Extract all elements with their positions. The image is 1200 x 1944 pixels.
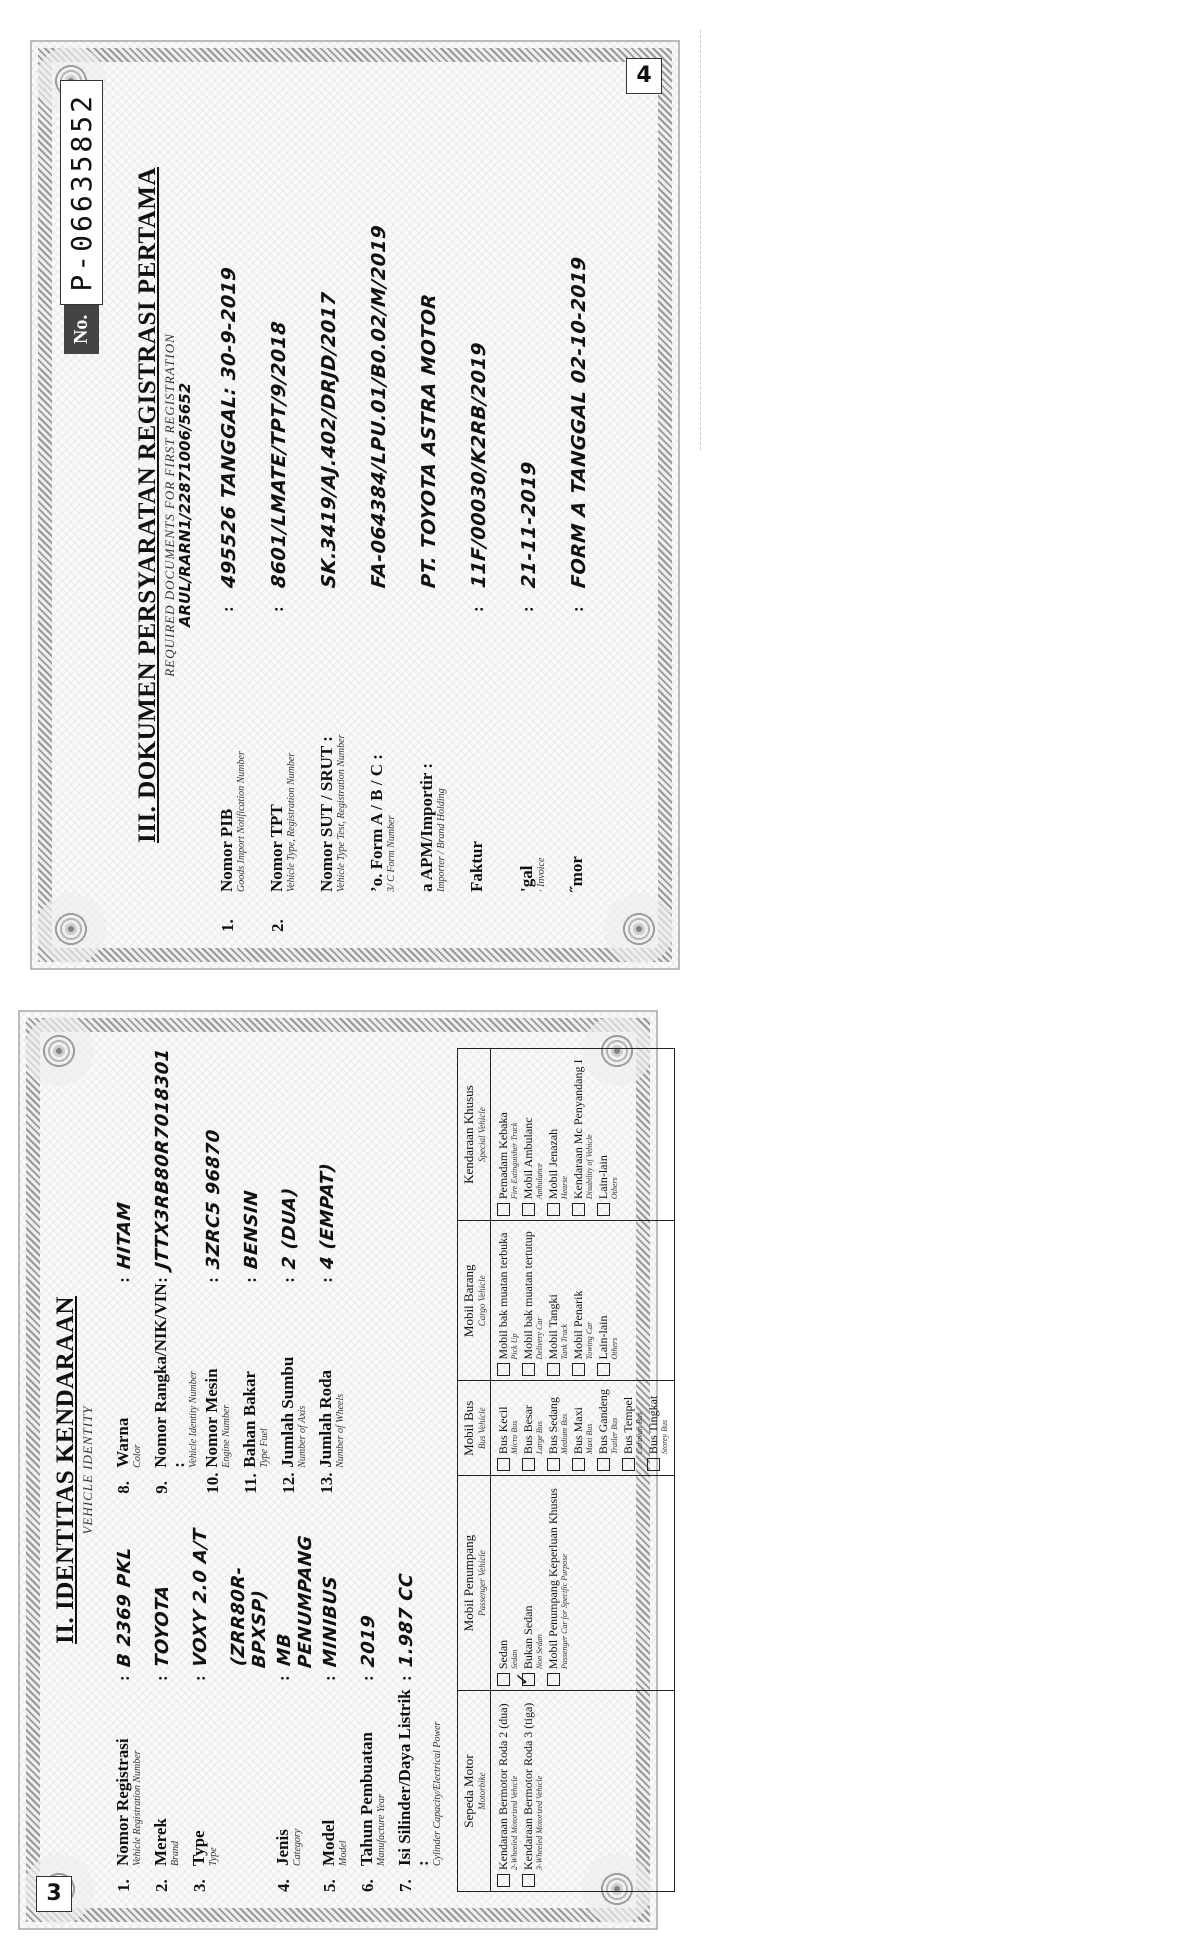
type-option [496, 1053, 519, 1216]
type-column-header [458, 1381, 491, 1476]
document-label: a APM/Importir : [417, 762, 436, 892]
type-option [571, 1225, 594, 1376]
checkbox[interactable] [647, 1458, 660, 1471]
field-label-english: Category [292, 1828, 303, 1866]
field-colon: : [317, 1277, 336, 1283]
checkbox[interactable] [547, 1673, 560, 1686]
document-row [468, 78, 510, 932]
checkbox[interactable] [522, 1203, 535, 1216]
type-option-label: Bus Maxi [571, 1407, 585, 1455]
type-option-label: Kendaraan Mc Penyandang I [571, 1059, 585, 1200]
document-row [568, 78, 610, 932]
field-label-english: Color [132, 1444, 143, 1468]
scan-artifact [700, 30, 701, 450]
type-column-title: Kendaraan Khusus [461, 1085, 476, 1184]
document-rows [218, 78, 610, 932]
field-value-handwritten: TOYOTA [152, 1584, 173, 1669]
type-option-text [546, 1488, 569, 1669]
checkbox[interactable] [547, 1203, 560, 1216]
type-option-english: Medium Bus [560, 1413, 569, 1455]
field-value-handwritten: MB PENUMPANG [274, 1534, 316, 1670]
checkbox[interactable] [497, 1874, 510, 1887]
type-option [521, 1695, 544, 1887]
document-colon: : [518, 606, 537, 612]
type-option-text [496, 1112, 519, 1199]
field-label: Nomor Rangka/NIK/VIN : [151, 1283, 188, 1468]
type-option-text [521, 1117, 544, 1199]
type-option-english: Storey Bus [660, 1419, 669, 1455]
field-number: 5. [320, 1879, 339, 1892]
field-value-handwritten: MINIBUS [320, 1574, 341, 1669]
field-value-handwritten: 2 (DUA) [279, 1186, 300, 1270]
type-option-english: Others [610, 1337, 619, 1360]
checkbox[interactable] [522, 1364, 535, 1377]
field-value-handwritten: 3ZRC5 96870 [203, 1128, 224, 1270]
type-option-english: Ambulance [535, 1163, 544, 1200]
document-value-handwritten: SK.3419/AJ.402/DRJD/2017 [318, 290, 340, 590]
identity-field-row [114, 1048, 148, 1494]
field-label-group [320, 1681, 349, 1866]
type-column-options [491, 1049, 675, 1221]
type-option-english: Tank Truck [560, 1324, 569, 1360]
type-column-title-english: Cargo Vehicle [477, 1275, 487, 1327]
field-label-english: Manufacture Year [376, 1794, 387, 1866]
field-label: Nomor Mesin [202, 1368, 221, 1468]
type-option-label: Bus Gandeng [596, 1389, 610, 1455]
field-label-group [396, 1681, 443, 1866]
field-value-handwritten: (ZRR80R-BPXSP) [228, 1565, 270, 1670]
identity-field-row [358, 1514, 392, 1892]
type-option [596, 1053, 619, 1216]
checkbox[interactable] [622, 1458, 635, 1471]
document-label-group [468, 612, 486, 892]
field-colon: : [279, 1277, 298, 1283]
identity-field-row [320, 1514, 354, 1892]
document-colon: : [468, 606, 487, 612]
document-label-english: Goods Import Notification Number [236, 751, 247, 892]
type-option-text [546, 1397, 569, 1454]
field-colon: : [358, 1675, 377, 1681]
document-label: Nomor PIB [217, 808, 236, 892]
field-value-handwritten: B 2369 PKL [114, 1545, 135, 1669]
type-option [496, 1695, 519, 1887]
type-column-title-english: Passenger Vehicle [477, 1550, 487, 1616]
document-value-handwritten: FORM A TANGGAL 02-10-2019 [568, 255, 590, 590]
document-label-group [318, 612, 347, 892]
document-label-group [368, 612, 397, 892]
document-row [268, 78, 310, 932]
type-option-text [646, 1396, 669, 1454]
field-label-english: Type Fuel [259, 1428, 270, 1468]
field-label-group [274, 1681, 303, 1866]
type-option [646, 1386, 669, 1472]
field-colon: : [190, 1675, 209, 1681]
type-option-label: Mobil Tangki [546, 1294, 560, 1360]
field-label-group [152, 1681, 181, 1866]
field-label: Jumlah Roda [316, 1369, 335, 1468]
field-label-english: Vehicle Registration Number [132, 1750, 143, 1866]
field-number: 8. [114, 1480, 133, 1494]
type-option-english: Non Sedan [535, 1634, 544, 1670]
type-option [546, 1386, 569, 1472]
type-option-text [521, 1405, 544, 1454]
document-label-english: Vehicle Type, Registration Number [286, 752, 297, 892]
field-number: 6. [358, 1879, 377, 1892]
type-column-title: Mobil Penumpang [461, 1534, 476, 1632]
checkbox[interactable] [497, 1203, 510, 1216]
field-colon: : [274, 1675, 293, 1681]
checkbox[interactable] [572, 1203, 585, 1216]
type-option-text [521, 1703, 544, 1870]
field-value-handwritten: 4 (EMPAT) [317, 1161, 338, 1270]
type-option-label: Kendaraan Bermotor Roda 2 (dua) [496, 1703, 510, 1870]
field-number: 1. [114, 1879, 133, 1892]
type-option [521, 1225, 544, 1376]
checkbox[interactable] [547, 1458, 560, 1471]
document-label: Nomor SUT / SRUT : [317, 736, 336, 892]
field-number: 12. [279, 1472, 298, 1494]
type-option-text [546, 1129, 569, 1199]
document-label: Nomor TPT [267, 804, 286, 892]
field-label-group [317, 1283, 346, 1468]
field-colon: : [114, 1675, 133, 1681]
type-option-text [546, 1294, 569, 1359]
type-option [596, 1225, 619, 1376]
type-option-text [496, 1233, 519, 1360]
checkbox[interactable] [522, 1458, 535, 1471]
document-row [518, 78, 560, 932]
field-label: Tahun Pembuatan [357, 1731, 376, 1866]
type-column-title-english: Special Vehicle [477, 1107, 487, 1162]
type-option-label: Bukan Sedan [521, 1605, 535, 1670]
field-number: 2. [152, 1879, 171, 1892]
type-column-options [491, 1691, 675, 1892]
document-number: 1. [218, 919, 237, 932]
document-value-handwritten: 8601/LMATE/TPT/9/2018 [268, 319, 290, 590]
document-label: 'gal [517, 865, 536, 892]
identity-fields-right [110, 1048, 447, 1494]
document-label: ˝mor [567, 856, 586, 892]
type-column-title-english: Motorbike [477, 1772, 487, 1810]
document-value-handwritten: FA-064384/LPU.01/B0.02/M/2019 [368, 223, 390, 590]
type-column-options [491, 1221, 675, 1381]
type-option-label: Lain-lain [596, 1315, 610, 1360]
identity-field-row [228, 1514, 270, 1892]
type-option-english: Towing Car [585, 1321, 594, 1360]
type-option-english: Pick Up [510, 1333, 519, 1360]
type-option-english: 3-Wheeled Motorized Vehicle [535, 1775, 544, 1870]
type-column-title: Mobil Barang [461, 1264, 476, 1338]
field-label-english: Brand [170, 1841, 181, 1866]
handwritten-reference: ARUL/RARN1/22871006/5652 [176, 382, 194, 628]
field-label: Jenis [273, 1829, 292, 1866]
serial-badge: No. [64, 305, 99, 354]
field-value-handwritten: VOXY 2.0 A/T [190, 1527, 211, 1669]
type-option [621, 1386, 644, 1472]
type-option [571, 1053, 594, 1216]
field-label-english: Number of Axis [297, 1405, 308, 1468]
type-option-text [496, 1406, 519, 1454]
checkbox[interactable] [497, 1458, 510, 1471]
type-option-english: Micro Bus [510, 1420, 519, 1455]
section-subtitle: VEHICLE IDENTITY [80, 1405, 95, 1535]
field-label-english: Vehicle Identity Number [188, 1371, 199, 1468]
field-label-english: Engine Number [221, 1404, 232, 1468]
type-option-label: Lain-lain [596, 1155, 610, 1200]
type-option-label: Pemadam Kebaka [496, 1112, 510, 1200]
vehicle-identity-content [18, 1010, 669, 1930]
type-option-english: Hearse [560, 1176, 569, 1200]
type-column-title: Mobil Bus [461, 1400, 476, 1456]
type-option-label: Mobil Penarik [571, 1290, 585, 1360]
type-option-label: Kendaraan Bermotor Roda 3 (tiga) [521, 1702, 535, 1870]
type-column-title: Sepeda Motor [461, 1754, 476, 1828]
document-label-english: Importer / Brand Holding [436, 788, 447, 892]
type-option-label: Mobil Jenazah [546, 1128, 560, 1200]
field-value-handwritten: 1.987 CC [396, 1572, 417, 1669]
vehicle-identity-page [18, 1010, 669, 1930]
type-option [546, 1053, 569, 1216]
type-option-label: Sedan [496, 1639, 510, 1670]
field-label-group [114, 1681, 143, 1866]
identity-field-row [114, 1514, 148, 1892]
checkbox[interactable] [497, 1673, 510, 1686]
field-number: 7. [396, 1879, 415, 1892]
field-number: 9. [152, 1480, 171, 1494]
type-option-english: Caravan Bus [635, 1412, 644, 1455]
page-number: 4 [626, 58, 662, 94]
type-option-text [521, 1606, 544, 1670]
type-column-header [458, 1476, 491, 1691]
type-option [571, 1386, 594, 1472]
identity-field-row [152, 1048, 199, 1494]
identity-field-row [241, 1048, 275, 1494]
type-option-english: 2-Wheeled Motorized Vehicle [510, 1775, 519, 1870]
field-colon: : [203, 1277, 222, 1283]
identity-field-row [152, 1514, 186, 1892]
serial-code: P-06635852 [60, 80, 103, 305]
field-value-handwritten: BENSIN [241, 1188, 262, 1270]
checkbox[interactable] [547, 1364, 560, 1377]
field-label-english: Number of Wheels [335, 1393, 346, 1468]
type-option-text [596, 1316, 619, 1360]
document-row [218, 78, 260, 932]
section-title: III. DOKUMEN PERSYARATAN REGISTRASI PERTAMA [134, 166, 161, 844]
field-number: 10. [203, 1472, 222, 1494]
field-label-group [203, 1283, 232, 1468]
type-option-text [596, 1389, 619, 1454]
document-label-group [418, 612, 447, 892]
type-column-title-english: Bus Vehicle [477, 1407, 487, 1450]
document-label: Faktur [467, 841, 486, 892]
document-label-group [518, 612, 547, 892]
type-option-text [596, 1155, 619, 1199]
document-colon: : [268, 606, 287, 612]
required-documents-content [30, 40, 680, 970]
field-number: 11. [241, 1473, 260, 1494]
type-option [496, 1386, 519, 1472]
document-value-handwritten: 495526 TANGGAL: 30-9-2019 [218, 265, 240, 590]
type-option-english: Disability of Vehicle [585, 1134, 594, 1200]
field-label: Type [189, 1830, 208, 1866]
field-label: Model [319, 1819, 338, 1866]
document-colon: : [568, 606, 587, 612]
type-option-text [621, 1397, 644, 1454]
type-option-label: Bus Kecil [496, 1406, 510, 1455]
type-option-text [496, 1640, 519, 1669]
type-option-english: Others [610, 1177, 619, 1200]
identity-field-row [396, 1514, 443, 1892]
page-number: 3 [36, 1876, 72, 1912]
field-label-group [358, 1681, 387, 1866]
field-label: Jumlah Sumbu [278, 1356, 297, 1468]
field-colon: : [396, 1675, 415, 1681]
field-label: Isi Silinder/Daya Listrik : [395, 1689, 432, 1866]
identity-field-row [279, 1048, 313, 1494]
checkbox[interactable] [522, 1874, 535, 1887]
checked-checkbox[interactable] [522, 1673, 535, 1686]
type-option [546, 1480, 569, 1686]
checkbox[interactable] [572, 1364, 585, 1377]
identity-field-row [274, 1514, 316, 1892]
serial-number-box [60, 80, 103, 354]
type-option-label: Mobil bak muatan tertutup [521, 1231, 535, 1360]
type-option-text [571, 1291, 594, 1360]
field-label-group [152, 1283, 199, 1468]
checkbox[interactable] [597, 1364, 610, 1377]
field-colon: : [152, 1675, 171, 1681]
type-option-english: Large Bus [535, 1421, 544, 1455]
field-value-handwritten: HITAM [114, 1200, 135, 1270]
field-number: 13. [317, 1472, 336, 1494]
field-number: 4. [274, 1879, 293, 1892]
document-label-english: Vehicle Type Test, Registration Number [336, 734, 347, 892]
field-label-english: Cylinder Capacity/Electrical Power [432, 1721, 443, 1866]
type-option-label: Mobil Ambulanc [521, 1117, 535, 1200]
field-label-english: Model [338, 1840, 349, 1866]
identity-field-row [203, 1048, 237, 1494]
type-option-english: Fire Extinguisher Truck [510, 1122, 519, 1200]
type-option-label: Mobil bak muatan terbuka [496, 1232, 510, 1360]
document-value-handwritten: 11F/00030/K2RB/2019 [468, 341, 490, 590]
field-label: Bahan Bakar [240, 1370, 259, 1468]
field-label-group [241, 1283, 270, 1468]
checkbox[interactable] [597, 1203, 610, 1216]
field-label-group [190, 1681, 219, 1866]
field-number: 3. [190, 1879, 209, 1892]
field-label: Merek [151, 1818, 170, 1866]
type-option-text [496, 1703, 519, 1870]
document-row [318, 78, 360, 932]
identity-field-row [190, 1514, 224, 1892]
field-value-handwritten: 2019 [358, 1613, 379, 1669]
section-subtitle: REQUIRED DOCUMENTS FOR FIRST REGISTRATION [162, 333, 177, 677]
document-value-handwritten: 21-11-2019 [518, 460, 540, 590]
identity-field-row [317, 1048, 351, 1494]
identity-fields-left [110, 1514, 447, 1892]
document-label-english: 3/ C Form Number [386, 815, 397, 892]
document-label-group [268, 612, 297, 892]
document-value-handwritten: PT. TOYOTA ASTRA MOTOR [418, 292, 440, 590]
type-column-header [458, 1221, 491, 1381]
field-label-group [114, 1283, 143, 1468]
section-title: II. IDENTITAS KENDARAAN [52, 1296, 79, 1644]
document-row [418, 78, 460, 932]
field-label-group [279, 1283, 308, 1468]
field-colon: : [114, 1277, 133, 1283]
type-column-options [491, 1381, 675, 1476]
required-documents-page [30, 40, 680, 970]
checkbox[interactable] [497, 1364, 510, 1377]
type-option-text [521, 1231, 544, 1359]
type-option [521, 1386, 544, 1472]
type-option-label: Bus Besar [521, 1405, 535, 1455]
type-option-label: Bus Tempel [621, 1396, 635, 1455]
vehicle-type-table [457, 1048, 675, 1892]
type-option [596, 1386, 619, 1472]
checkbox[interactable] [572, 1458, 585, 1471]
field-value-handwritten: JTTX3RB80R7018301 [152, 1046, 173, 1270]
document-label-english: · Invoice [536, 857, 547, 892]
type-option-english: Passenger Car for Specific Purpose [560, 1554, 569, 1670]
checkbox[interactable] [597, 1458, 610, 1471]
field-label: Nomor Registrasi [113, 1738, 132, 1866]
type-option-english: Trailer Bus [610, 1417, 619, 1455]
type-option-text [571, 1407, 594, 1454]
document-label-group [568, 612, 586, 892]
type-option-label: Mobil Penumpang Keperluan Khusus [546, 1488, 560, 1670]
type-option-english: Maxi Bus [585, 1423, 594, 1455]
type-option-text [571, 1060, 594, 1200]
type-option-english: Sedan [510, 1649, 519, 1670]
type-column-header [458, 1691, 491, 1892]
field-label: Warna [113, 1417, 132, 1468]
field-colon: : [241, 1277, 260, 1283]
document-label-group [218, 612, 247, 892]
type-option-label: Bus Sedang [546, 1397, 560, 1455]
type-option [496, 1480, 519, 1686]
field-label-english: Type [208, 1847, 219, 1866]
type-option-english: Delivery Car [535, 1317, 544, 1360]
field-colon: : [152, 1277, 171, 1283]
type-column-options [491, 1476, 675, 1691]
field-colon: : [320, 1675, 339, 1681]
document-colon: : [218, 606, 237, 612]
document-row [368, 78, 410, 932]
type-option [521, 1053, 544, 1216]
document-number: 2. [268, 919, 287, 932]
type-option-label: Bus Tingkat [646, 1395, 660, 1455]
document-label: ’o. Form A / B / C : [367, 754, 386, 892]
type-column-header [458, 1049, 491, 1221]
type-option [496, 1225, 519, 1376]
type-option [521, 1480, 544, 1686]
type-option [546, 1225, 569, 1376]
